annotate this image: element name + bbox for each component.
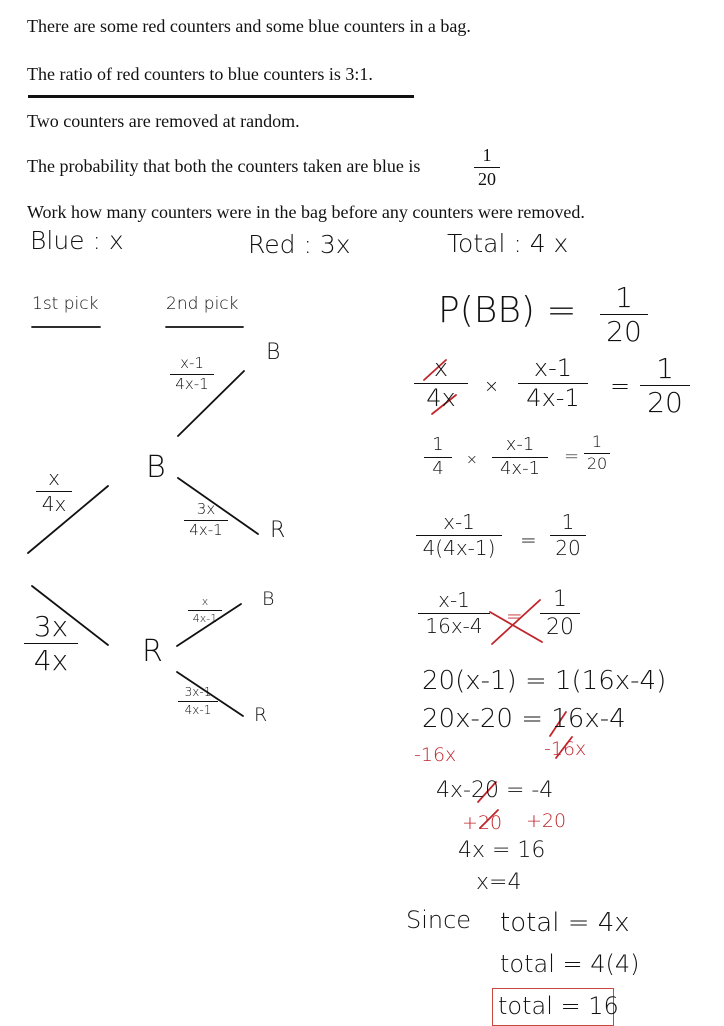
node-red: R [142,634,163,669]
fraction-denominator: 4x-1 [192,611,218,625]
second-pick-label: 2nd pick [166,294,239,314]
step1-fraction-b [518,356,588,411]
step8: 4x = 16 [458,838,546,863]
step3-equals: = [520,528,537,552]
fraction-numerator: x-1 [533,354,573,382]
step9: x=4 [476,870,522,895]
fraction-denominator: 20 [555,536,581,560]
total-step-1: total = 4x [500,908,630,938]
step1-fraction-c [640,354,690,418]
fraction-numerator: 3x [33,610,69,643]
step7-add-right: +20 [526,810,567,832]
fraction-denominator: 4x-1 [526,384,580,413]
fraction-numerator: 1 [591,432,603,451]
step6: 20x-20 = 16x-4 [422,704,626,734]
fraction-numerator: 1 [656,352,674,385]
pbb-label: P(BB) = [438,290,577,331]
total-answer: total = 16 [498,992,619,1020]
fraction-bar [188,610,222,611]
step2-fraction-c [584,434,610,473]
fraction-bar [178,701,218,702]
fraction-denominator: 20 [586,453,608,473]
prob-first-red [24,612,78,676]
step2-fraction-b [492,436,548,479]
leaf-rr: R [254,704,268,726]
leaf-bb: B [266,340,281,365]
prob-blue-then-blue [170,356,214,393]
fraction-denominator: 4x-1 [184,702,212,717]
step7: 4x-20 = -4 [436,778,554,803]
fraction-numerator: 3x-1 [184,685,212,699]
step4-equals: = [506,604,523,628]
question-line-1: There are some red counters and some blue counters in a bag. [27,16,471,36]
step6-subtract-right: -16x [544,738,587,760]
fraction-denominator: 4 [432,457,444,479]
question-fraction-numerator: 1 [482,145,492,165]
step5: 20(x-1) = 1(16x-4) [422,666,667,696]
question-fraction-denominator: 20 [478,168,496,189]
fraction-numerator: x-1 [505,434,535,455]
fraction-numerator: 1 [561,510,575,534]
fraction-numerator: x [48,466,60,490]
fraction-numerator: x-1 [438,588,470,612]
fraction-denominator: 4x-1 [499,457,541,479]
step4-fraction-c [540,588,580,639]
leaf-br: R [270,518,286,543]
question-line-3: Two counters are removed at random. [27,111,300,131]
step2-equals: = [564,446,580,467]
step1-times: × [484,376,500,397]
setup-total: Total : 4 x [447,229,569,258]
setup-blue: Blue : x [30,226,124,255]
step2-fraction-a [424,436,452,479]
step6-subtract-left: -16x [414,744,457,766]
fraction-numerator: 1 [615,281,633,314]
step1-fraction-a [414,356,468,411]
step3-fraction-c [550,512,586,559]
step7-add-left: +20 [462,812,503,834]
fraction-denominator: 4x [33,644,69,678]
setup-red: Red : 3x [248,230,351,259]
node-blue: B [146,450,166,485]
fraction-denominator: 20 [647,386,683,420]
step2-times: × [466,452,478,468]
pbb-fraction [600,283,648,347]
question-line-4: The probability that both the counters taken are blue is [27,156,421,176]
fraction-numerator: 3x [196,500,216,518]
fraction-bar [540,613,580,614]
prob-red-then-red [178,686,218,716]
question-line-5: Work how many counters were in the bag before any counters were removed. [27,202,585,222]
prob-first-blue [36,468,72,515]
fraction-numerator: x [433,354,449,382]
fraction-denominator: 4x-1 [175,374,209,393]
fraction-denominator: 4x [426,384,456,413]
fraction-numerator: x [201,595,209,608]
leaf-rb: B [262,588,275,610]
fraction-numerator: x-1 [443,510,475,534]
total-step-2: total = 4(4) [500,950,640,978]
fraction-denominator: 4x-1 [189,520,223,539]
step1-equals: = [610,372,631,400]
step3-fraction-a [416,512,502,559]
fraction-denominator: 20 [546,615,574,641]
fraction-denominator: 4x [41,492,67,516]
prob-blue-then-red [184,502,228,539]
fraction-denominator: 4(4x-1) [422,536,496,560]
first-pick-label: 1st pick [32,294,99,314]
fraction-denominator: 16x-4 [425,614,483,638]
step4-fraction-a [418,590,490,637]
question-line-2: The ratio of red counters to blue counters is 3:1. [27,64,373,84]
prob-red-then-blue [188,596,222,624]
fraction-numerator: 1 [432,434,444,455]
fraction-denominator: 20 [606,315,642,349]
fraction-numerator: 1 [553,587,567,612]
fraction-numerator: x-1 [180,354,204,372]
since-label: Since [406,906,472,934]
